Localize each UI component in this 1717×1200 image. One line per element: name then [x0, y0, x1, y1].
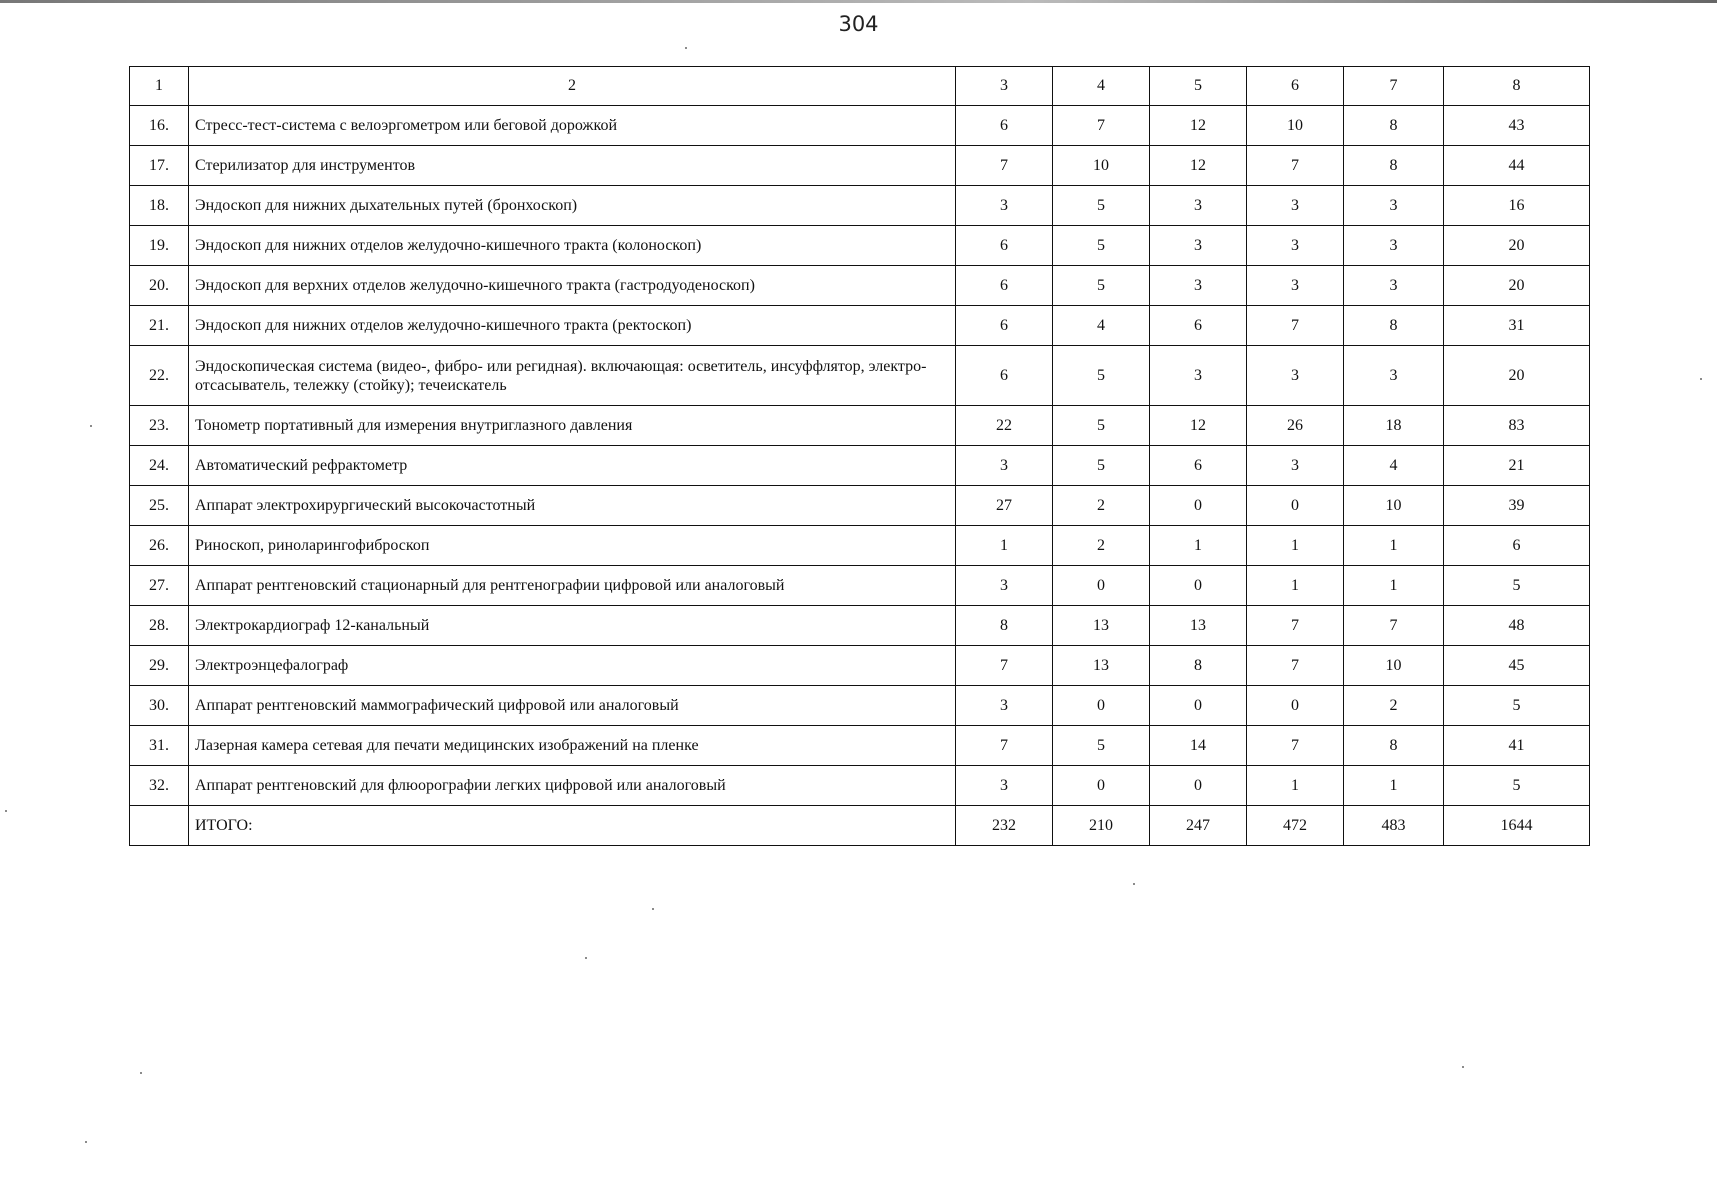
equipment-name: Риноскоп, риноларингофиброскоп	[189, 526, 956, 566]
count-value: 6	[956, 226, 1053, 266]
table-body	[130, 67, 1590, 846]
column-header: 6	[1247, 67, 1344, 106]
total-value: 21	[1444, 446, 1590, 486]
count-value: 3	[956, 446, 1053, 486]
count-value: 7	[1344, 606, 1444, 646]
count-value: 27	[956, 486, 1053, 526]
equipment-name: Эндоскоп для нижних отделов желудочно-кишечного тракта (ректоскоп)	[189, 306, 956, 346]
count-value: 8	[1150, 646, 1247, 686]
count-value: 22	[956, 406, 1053, 446]
scan-speck	[1700, 378, 1702, 380]
count-value: 6	[1150, 306, 1247, 346]
count-value: 0	[1053, 766, 1150, 806]
count-value: 12	[1150, 106, 1247, 146]
count-value: 0	[1150, 766, 1247, 806]
equipment-name: Эндоскопическая система (видео-, фибро- или регидная). включающая: осветитель, инсуффлятор, электро-отсасыватель, тележку (стойку); течеискатель	[189, 346, 956, 406]
table-row	[130, 226, 1590, 266]
equipment-name: Автоматический рефрактометр	[189, 446, 956, 486]
table-row	[130, 686, 1590, 726]
count-value: 4	[1053, 306, 1150, 346]
column-header: 2	[189, 67, 956, 106]
count-value: 3	[1150, 186, 1247, 226]
total-value: 39	[1444, 486, 1590, 526]
count-value: 6	[956, 306, 1053, 346]
equipment-name: Электрокардиограф 12-канальный	[189, 606, 956, 646]
total-value: 5	[1444, 686, 1590, 726]
total-row	[130, 806, 1590, 846]
count-value: 3	[956, 766, 1053, 806]
table-row	[130, 766, 1590, 806]
count-value: 13	[1053, 646, 1150, 686]
total-value: 31	[1444, 306, 1590, 346]
count-value: 5	[1053, 406, 1150, 446]
count-value: 1	[1344, 566, 1444, 606]
row-number: 19.	[130, 226, 189, 266]
count-value: 2	[1344, 686, 1444, 726]
count-value: 0	[1247, 686, 1344, 726]
total-value: 20	[1444, 346, 1590, 406]
count-value: 7	[1053, 106, 1150, 146]
scan-speck	[140, 1072, 142, 1074]
count-value: 1	[1247, 526, 1344, 566]
total-value: 16	[1444, 186, 1590, 226]
table-row	[130, 406, 1590, 446]
count-value: 210	[1053, 806, 1150, 846]
header-row	[130, 67, 1590, 106]
count-value: 7	[956, 646, 1053, 686]
count-value: 5	[1053, 266, 1150, 306]
table-row	[130, 146, 1590, 186]
equipment-name: Аппарат рентгеновский маммографический цифровой или аналоговый	[189, 686, 956, 726]
count-value: 7	[956, 726, 1053, 766]
column-header: 5	[1150, 67, 1247, 106]
count-value: 7	[956, 146, 1053, 186]
equipment-name: Стерилизатор для инструментов	[189, 146, 956, 186]
count-value: 4	[1344, 446, 1444, 486]
table-row	[130, 266, 1590, 306]
row-number: 30.	[130, 686, 189, 726]
count-value: 18	[1344, 406, 1444, 446]
count-value: 3	[1247, 186, 1344, 226]
count-value: 0	[1150, 486, 1247, 526]
count-value: 6	[1150, 446, 1247, 486]
row-number: 31.	[130, 726, 189, 766]
count-value: 8	[1344, 146, 1444, 186]
count-value: 3	[1344, 226, 1444, 266]
equipment-table	[129, 66, 1590, 846]
column-header: 3	[956, 67, 1053, 106]
count-value: 7	[1247, 726, 1344, 766]
row-number: 25.	[130, 486, 189, 526]
count-value: 2	[1053, 486, 1150, 526]
total-value: 5	[1444, 766, 1590, 806]
count-value: 26	[1247, 406, 1344, 446]
count-value: 2	[1053, 526, 1150, 566]
count-value: 0	[1053, 566, 1150, 606]
count-value: 3	[956, 686, 1053, 726]
table-row	[130, 346, 1590, 406]
total-value: 44	[1444, 146, 1590, 186]
count-value: 483	[1344, 806, 1444, 846]
count-value: 247	[1150, 806, 1247, 846]
equipment-name: Аппарат электрохирургический высокочастотный	[189, 486, 956, 526]
table-row	[130, 726, 1590, 766]
count-value: 13	[1053, 606, 1150, 646]
table-row	[130, 646, 1590, 686]
count-value: 8	[956, 606, 1053, 646]
scan-speck	[5, 810, 7, 812]
equipment-name: Аппарат рентгеновский стационарный для рентгенографии цифровой или аналоговый	[189, 566, 956, 606]
count-value: 3	[1150, 346, 1247, 406]
table-row	[130, 446, 1590, 486]
count-value: 3	[1344, 186, 1444, 226]
row-number: 29.	[130, 646, 189, 686]
equipment-name: Эндоскоп для верхних отделов желудочно-кишечного тракта (гастродуоденоскоп)	[189, 266, 956, 306]
scan-speck	[1462, 1066, 1464, 1068]
count-value: 3	[1150, 226, 1247, 266]
table-row	[130, 306, 1590, 346]
count-value: 3	[1247, 266, 1344, 306]
equipment-name: Тонометр портативный для измерения внутриглазного давления	[189, 406, 956, 446]
count-value: 14	[1150, 726, 1247, 766]
count-value: 5	[1053, 226, 1150, 266]
count-value: 13	[1150, 606, 1247, 646]
row-number: 21.	[130, 306, 189, 346]
total-value: 41	[1444, 726, 1590, 766]
count-value: 10	[1053, 146, 1150, 186]
count-value: 3	[1344, 346, 1444, 406]
count-value: 0	[1247, 486, 1344, 526]
count-value: 10	[1344, 486, 1444, 526]
count-value: 10	[1344, 646, 1444, 686]
count-value: 6	[956, 106, 1053, 146]
total-value: 6	[1444, 526, 1590, 566]
total-value: 43	[1444, 106, 1590, 146]
count-value: 7	[1247, 306, 1344, 346]
row-number: 20.	[130, 266, 189, 306]
row-number: 26.	[130, 526, 189, 566]
count-value: 1	[1344, 766, 1444, 806]
count-value: 1	[1247, 766, 1344, 806]
total-value: 20	[1444, 226, 1590, 266]
scan-speck	[685, 47, 687, 49]
total-value: 48	[1444, 606, 1590, 646]
count-value: 0	[1053, 686, 1150, 726]
count-value: 7	[1247, 146, 1344, 186]
row-number: 18.	[130, 186, 189, 226]
count-value: 232	[956, 806, 1053, 846]
count-value: 6	[956, 346, 1053, 406]
total-value: 20	[1444, 266, 1590, 306]
count-value: 6	[956, 266, 1053, 306]
count-value: 8	[1344, 726, 1444, 766]
count-value: 1	[956, 526, 1053, 566]
row-number: 16.	[130, 106, 189, 146]
count-value: 7	[1247, 606, 1344, 646]
count-value: 7	[1247, 646, 1344, 686]
scan-speck	[1133, 883, 1135, 885]
row-number: 22.	[130, 346, 189, 406]
count-value: 472	[1247, 806, 1344, 846]
row-number: 24.	[130, 446, 189, 486]
count-value: 1	[1247, 566, 1344, 606]
row-number: 17.	[130, 146, 189, 186]
table-row	[130, 486, 1590, 526]
count-value: 12	[1150, 406, 1247, 446]
scan-edge	[0, 0, 1717, 3]
count-value: 3	[1150, 266, 1247, 306]
table-row	[130, 606, 1590, 646]
total-value: 83	[1444, 406, 1590, 446]
scan-speck	[652, 908, 654, 910]
equipment-name: Эндоскоп для нижних отделов желудочно-кишечного тракта (колоноскоп)	[189, 226, 956, 266]
row-number	[130, 806, 189, 846]
total-value: 45	[1444, 646, 1590, 686]
row-number: 28.	[130, 606, 189, 646]
count-value: 0	[1150, 686, 1247, 726]
column-header: 8	[1444, 67, 1590, 106]
total-value: 5	[1444, 566, 1590, 606]
column-header: 1	[130, 67, 189, 106]
page-number: 304	[838, 12, 879, 36]
row-number: 23.	[130, 406, 189, 446]
total-value: 1644	[1444, 806, 1590, 846]
count-value: 8	[1344, 306, 1444, 346]
scan-speck	[585, 957, 587, 959]
count-value: 1	[1344, 526, 1444, 566]
count-value: 12	[1150, 146, 1247, 186]
row-number: 32.	[130, 766, 189, 806]
equipment-name: ИТОГО:	[189, 806, 956, 846]
count-value: 5	[1053, 726, 1150, 766]
equipment-name: Электроэнцефалограф	[189, 646, 956, 686]
equipment-name: Аппарат рентгеновский для флюорографии легких цифровой или аналоговый	[189, 766, 956, 806]
scan-speck	[90, 425, 92, 427]
count-value: 5	[1053, 186, 1150, 226]
row-number: 27.	[130, 566, 189, 606]
equipment-name: Стресс-тест-система с велоэргометром или беговой дорожкой	[189, 106, 956, 146]
count-value: 3	[1247, 346, 1344, 406]
table-row	[130, 186, 1590, 226]
count-value: 3	[956, 186, 1053, 226]
equipment-name: Эндоскоп для нижних дыхательных путей (бронхоскоп)	[189, 186, 956, 226]
count-value: 10	[1247, 106, 1344, 146]
count-value: 3	[956, 566, 1053, 606]
count-value: 3	[1247, 226, 1344, 266]
count-value: 1	[1150, 526, 1247, 566]
count-value: 3	[1247, 446, 1344, 486]
count-value: 3	[1344, 266, 1444, 306]
count-value: 0	[1150, 566, 1247, 606]
table-row	[130, 566, 1590, 606]
column-header: 7	[1344, 67, 1444, 106]
column-header: 4	[1053, 67, 1150, 106]
table-row	[130, 526, 1590, 566]
equipment-name: Лазерная камера сетевая для печати медицинских изображений на пленке	[189, 726, 956, 766]
scan-speck	[85, 1141, 87, 1143]
count-value: 5	[1053, 346, 1150, 406]
count-value: 5	[1053, 446, 1150, 486]
count-value: 8	[1344, 106, 1444, 146]
table-row	[130, 106, 1590, 146]
